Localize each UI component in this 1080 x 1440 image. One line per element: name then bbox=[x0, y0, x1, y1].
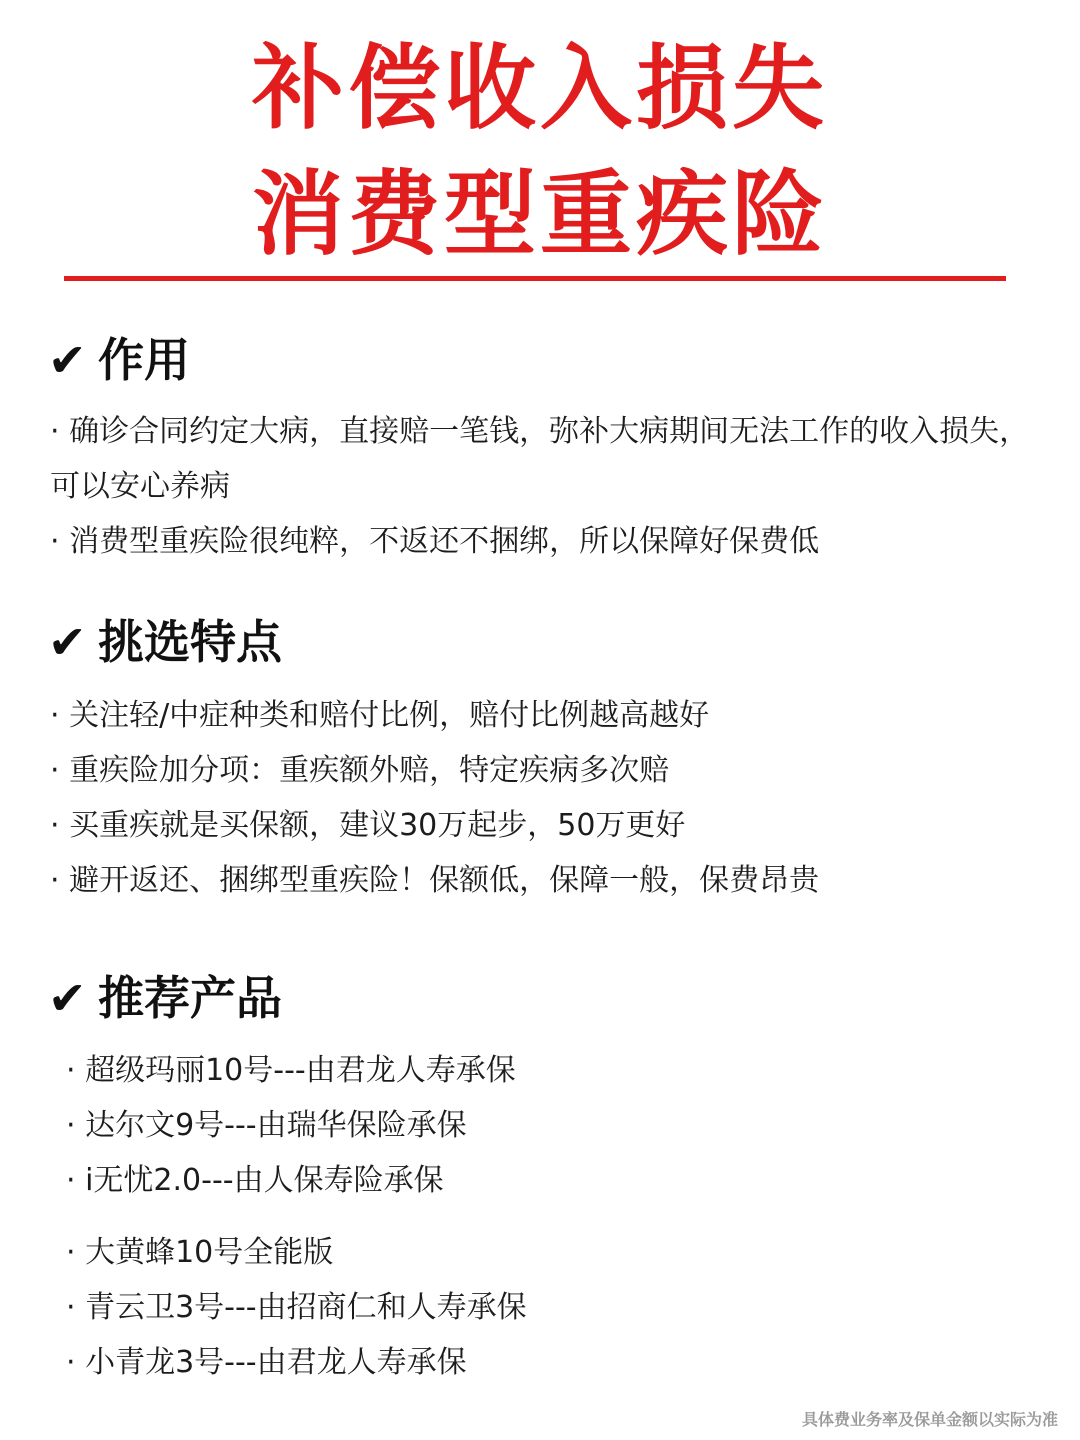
title-divider bbox=[64, 276, 1006, 281]
section-heading-label: 挑选特点 bbox=[98, 615, 282, 669]
section-heading-selection bbox=[48, 614, 282, 670]
product-item: · 超级玛丽10号---由君龙人寿承保 bbox=[66, 1053, 516, 1088]
product-item: · 小青龙3号---由君龙人寿承保 bbox=[66, 1345, 467, 1380]
footer-disclaimer: 具体费业务率及保单金额以实际为准 bbox=[801, 1410, 1058, 1429]
page-title-line-1: 补偿收入损失 bbox=[251, 35, 828, 142]
product-item: · 大黄蜂10号全能版 bbox=[66, 1235, 334, 1270]
checkmark-icon: ✔ bbox=[48, 971, 87, 1025]
list-item: · 买重疾就是买保额，建议30万起步，50万更好 bbox=[50, 808, 686, 843]
section-heading-products bbox=[48, 970, 282, 1026]
list-item: · 避开返还、捆绑型重疾险！保额低，保障一般，保费昂贵 bbox=[50, 863, 820, 898]
section-heading-function bbox=[48, 332, 190, 388]
function-paragraph: · 确诊合同约定大病，直接赔一笔钱，弥补大病期间无法工作的收入损失，可以安心养病 bbox=[50, 414, 1030, 504]
page-title-line-2: 消费型重疾险 bbox=[251, 161, 828, 268]
section-heading-label: 作用 bbox=[98, 333, 190, 387]
checkmark-icon: ✔ bbox=[48, 333, 87, 387]
product-item: · i无忧2.0---由人保寿险承保 bbox=[66, 1163, 444, 1198]
list-item: · 重疾险加分项：重疾额外赔，特定疾病多次赔 bbox=[50, 753, 670, 788]
section-heading-label: 推荐产品 bbox=[98, 971, 282, 1025]
product-item: · 青云卫3号---由招商仁和人寿承保 bbox=[66, 1290, 527, 1325]
checkmark-icon: ✔ bbox=[48, 615, 87, 669]
list-item: · 关注轻/中症种类和赔付比例，赔付比例越高越好 bbox=[50, 698, 710, 733]
product-item: · 达尔文9号---由瑞华保险承保 bbox=[66, 1108, 467, 1143]
list-item: · 消费型重疾险很纯粹，不返还不捆绑，所以保障好保费低 bbox=[50, 524, 820, 559]
